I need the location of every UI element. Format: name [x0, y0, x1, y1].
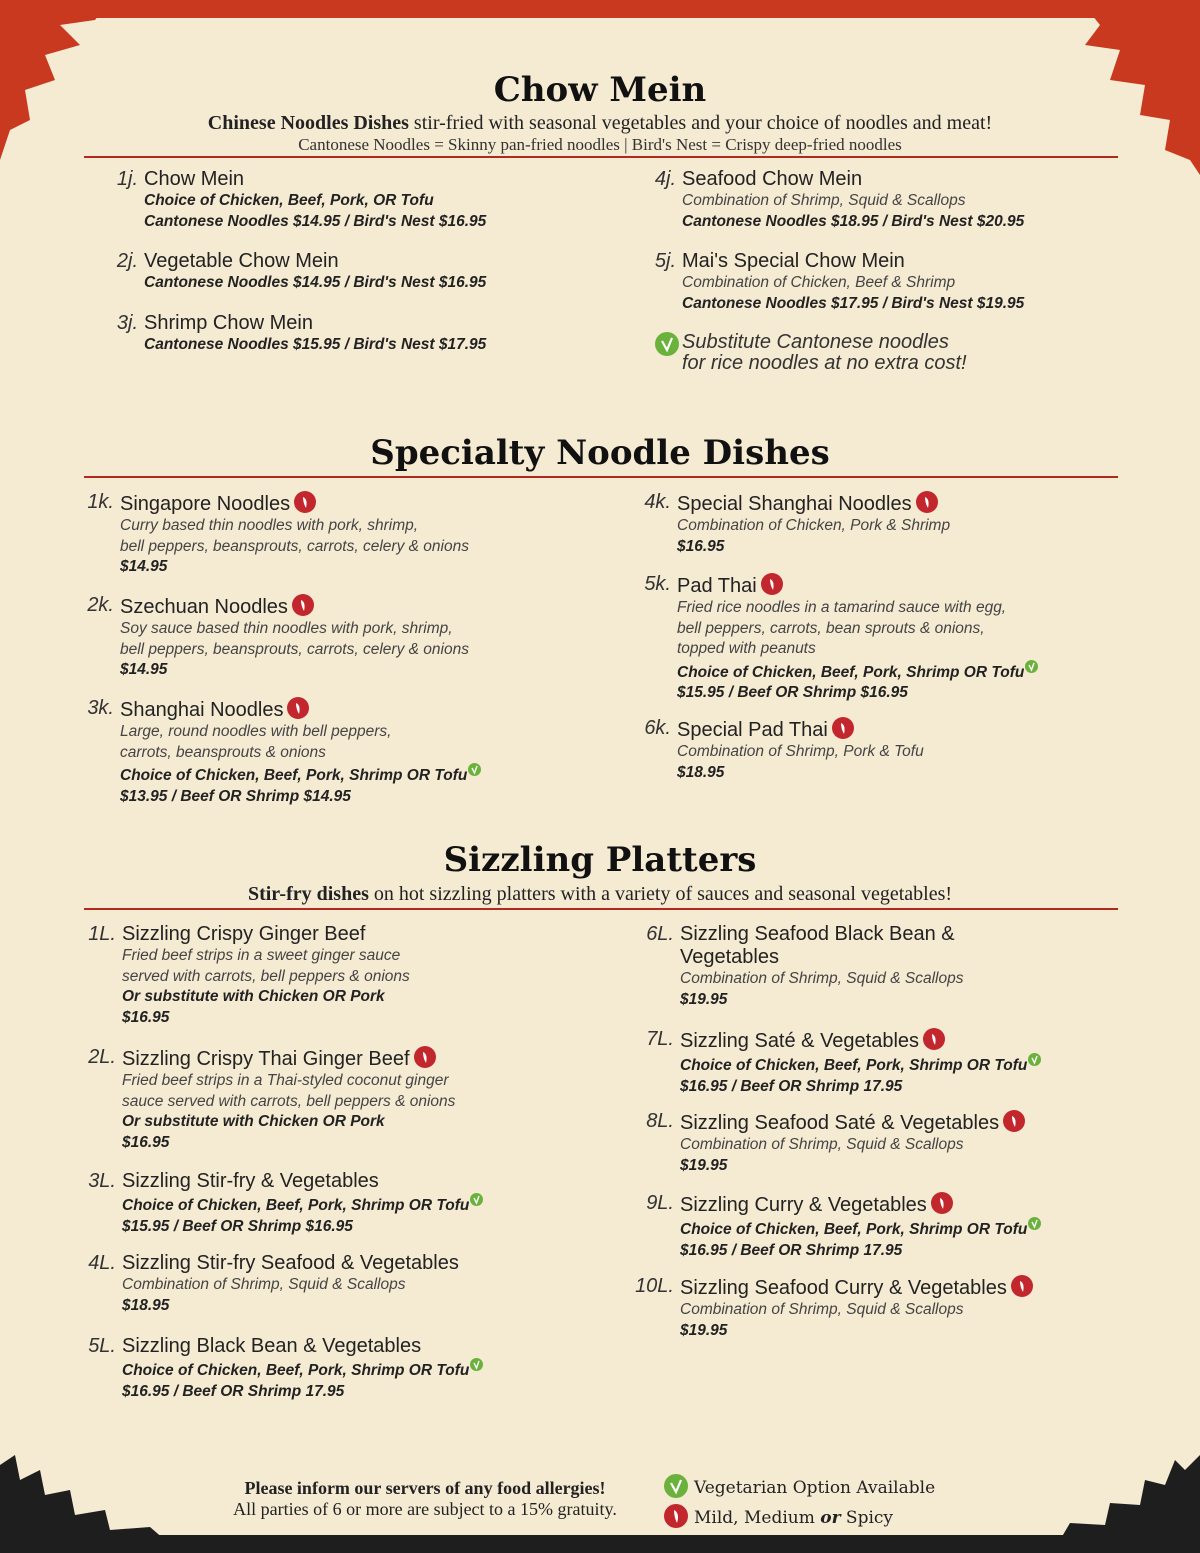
vegetarian-leaf-icon	[655, 332, 679, 356]
allergy-notice: Please inform our servers of any food allergies!	[244, 1478, 606, 1498]
item-price: Cantonese Noodles $18.95 / Bird's Nest $20.95	[682, 212, 1025, 230]
menu-item	[88, 1252, 459, 1316]
item-desc: Combination of Shrimp, Squid & Scallops	[680, 970, 964, 987]
item-price: $13.95 / Beef OR Shrimp $14.95	[120, 787, 351, 805]
item-price: Cantonese Noodles $17.95 / Bird's Nest $19.95	[682, 294, 1025, 312]
item-name: Sizzling Seafood Saté & Vegetables	[680, 1112, 1000, 1134]
item-name: Sizzling Crispy Ginger Beef	[122, 923, 366, 945]
menu-item	[635, 1275, 1033, 1341]
menu-item	[88, 1170, 483, 1237]
item-desc: bell peppers, beansprouts, carrots, celery & onions	[120, 537, 469, 555]
item-name: Shrimp Chow Mein	[144, 312, 313, 334]
menu-item	[644, 717, 924, 783]
item-desc: Large, round noodles with bell peppers,	[120, 723, 392, 740]
divider	[84, 908, 1118, 910]
legend-spice	[664, 1504, 893, 1528]
chili-icon	[916, 491, 938, 513]
vegetarian-leaf-icon	[470, 1193, 483, 1206]
menu-item	[646, 1028, 1041, 1097]
item-price: $19.95	[680, 1156, 728, 1174]
item-number: 5k.	[644, 573, 671, 595]
item-name: Shanghai Noodles	[120, 699, 284, 721]
item-number: 9L.	[646, 1192, 674, 1214]
item-name: Singapore Noodles	[120, 493, 291, 515]
chili-icon	[292, 594, 314, 616]
chili-icon	[414, 1046, 436, 1068]
chili-icon	[832, 717, 854, 739]
item-price: $18.95	[677, 763, 725, 781]
sizzling-subtitle-rest: on hot sizzling platters with a variety of sauces and seasonal vegetables!	[368, 883, 953, 905]
item-name: Sizzling Stir-fry & Vegetables	[122, 1170, 379, 1192]
item-number: 5j.	[654, 250, 676, 272]
menu-item	[654, 168, 1025, 232]
item-number: 5L.	[88, 1335, 116, 1357]
legend-spice-or: or	[820, 1508, 841, 1528]
item-desc: Combination of Shrimp, Squid & Scallops	[682, 192, 966, 209]
item-number: 1k.	[87, 491, 114, 513]
leaves-bottom-left-icon	[0, 1455, 200, 1553]
menu-item	[644, 491, 951, 557]
chili-icon	[923, 1028, 945, 1050]
menu-item	[87, 491, 469, 578]
item-desc: Combination of Shrimp, Pork & Tofu	[677, 743, 924, 760]
item-price: $19.95	[680, 990, 728, 1008]
chili-icon	[1003, 1110, 1025, 1132]
item-desc: Curry based thin noodles with pork, shrimp,	[120, 517, 419, 534]
item-desc: Fried beef strips in a sweet ginger sauce	[122, 947, 401, 964]
item-desc: topped with peanuts	[677, 640, 816, 657]
item-name: Vegetable Chow Mein	[144, 250, 339, 272]
substitute-line: Substitute Cantonese noodles	[682, 331, 949, 353]
menu-item	[116, 168, 487, 232]
item-price: $14.95	[120, 558, 168, 575]
item-desc: carrots, beansprouts & onions	[120, 743, 326, 761]
item-number: 4k.	[644, 491, 671, 513]
item-number: 3k.	[87, 697, 114, 719]
item-desc: Combination of Shrimp, Squid & Scallops	[680, 1301, 964, 1318]
chili-icon	[287, 697, 309, 719]
item-number: 2j.	[116, 250, 138, 272]
divider	[84, 156, 1118, 158]
item-number: 7L.	[646, 1028, 674, 1050]
legend-spice-label: Mild, Medium	[694, 1508, 821, 1528]
menu-item	[646, 1192, 1041, 1261]
chili-icon	[931, 1192, 953, 1214]
vegetarian-leaf-icon	[1028, 1217, 1041, 1230]
item-name: Special Pad Thai	[677, 719, 828, 741]
item-number: 1L.	[88, 923, 116, 945]
item-name: Chow Mein	[144, 168, 245, 190]
item-desc: Combination of Chicken, Beef & Shrimp	[682, 274, 956, 291]
item-number: 1j.	[116, 168, 138, 190]
chowmein-subtitle-bold: Chinese Noodles Dishes	[207, 112, 409, 134]
item-price: $15.95 / Beef OR Shrimp $16.95	[677, 684, 908, 701]
item-price: $16.95	[677, 537, 725, 555]
item-price: $16.95	[122, 1133, 170, 1151]
item-price: $16.95 / Beef OR Shrimp 17.95	[680, 1077, 903, 1095]
sizzling-subtitle	[0, 883, 1200, 906]
substitute-note	[682, 332, 967, 374]
item-number: 2k.	[87, 594, 114, 616]
menu-item	[644, 573, 1038, 704]
legend-vegetarian-label: Vegetarian Option Available	[694, 1478, 936, 1498]
menu-item	[654, 250, 1025, 314]
top-border	[0, 0, 1200, 18]
menu-item	[88, 923, 410, 1028]
item-number: 6L.	[646, 923, 674, 945]
legend-vegetarian	[664, 1474, 935, 1498]
item-choice: Or substitute with Chicken OR Pork	[122, 988, 385, 1005]
vegetarian-leaf-icon	[470, 1358, 483, 1371]
item-desc: bell peppers, carrots, bean sprouts & onions,	[677, 619, 985, 637]
vegetarian-leaf-icon	[1025, 660, 1038, 673]
item-price: $18.95	[122, 1296, 170, 1314]
substitute-line: for rice noodles at no extra cost!	[682, 352, 967, 374]
item-price: Cantonese Noodles $14.95 / Bird's Nest $16.95	[144, 274, 487, 291]
item-choice: Choice of Chicken, Beef, Pork, Shrimp OR Tofu	[120, 767, 468, 784]
item-desc: Combination of Shrimp, Squid & Scallops	[122, 1276, 406, 1293]
item-choice: Or substitute with Chicken OR Pork	[122, 1113, 385, 1130]
item-name: Mai's Special Chow Mein	[682, 250, 905, 272]
item-name: Seafood Chow Mein	[682, 168, 863, 190]
chowmein-subtitle	[0, 112, 1200, 135]
sizzling-title: Sizzling Platters	[443, 840, 757, 880]
item-name: Sizzling Seafood Black Bean &	[680, 923, 955, 945]
item-price: $15.95 / Beef OR Shrimp $16.95	[122, 1217, 353, 1235]
item-desc: sauce served with carrots, bell peppers & onions	[122, 1092, 456, 1110]
item-desc: Choice of Chicken, Beef, Pork, OR Tofu	[144, 192, 434, 209]
item-name: Sizzling Saté & Vegetables	[680, 1030, 920, 1052]
item-number: 8L.	[646, 1110, 674, 1132]
menu-item	[646, 923, 964, 1010]
chowmein-title: Chow Mein	[493, 70, 707, 110]
chili-icon	[294, 491, 316, 513]
item-number: 6k.	[644, 717, 671, 739]
item-number: 10L.	[635, 1275, 674, 1297]
menu-item	[87, 697, 481, 807]
legend-spice-label-end: Spicy	[840, 1508, 894, 1528]
vegetarian-leaf-icon	[468, 763, 481, 776]
item-desc: Soy sauce based thin noodles with pork, shrimp,	[120, 620, 453, 637]
divider	[84, 476, 1118, 478]
item-price: $19.95	[680, 1321, 728, 1339]
item-desc: Fried beef strips in a Thai-styled coconut ginger	[122, 1072, 449, 1089]
item-desc: Combination of Shrimp, Squid & Scallops	[680, 1136, 964, 1153]
item-name: Sizzling Crispy Thai Ginger Beef	[122, 1048, 410, 1070]
item-name: Vegetables	[680, 946, 779, 968]
chili-icon	[761, 573, 783, 595]
item-name: Sizzling Stir-fry Seafood & Vegetables	[122, 1252, 459, 1274]
item-desc: Fried rice noodles in a tamarind sauce with egg,	[677, 599, 1007, 616]
menu-item	[88, 1046, 456, 1153]
menu-item	[87, 594, 469, 681]
menu-item	[116, 250, 487, 294]
item-number: 4L.	[88, 1252, 116, 1274]
item-desc: Combination of Chicken, Pork & Shrimp	[677, 517, 951, 534]
chowmein-subtitle-rest: stir-fried with seasonal vegetables and your choice of noodles and meat!	[408, 112, 993, 134]
chili-icon	[664, 1504, 688, 1528]
item-name: Sizzling Seafood Curry & Vegetables	[680, 1277, 1007, 1299]
item-choice: Choice of Chicken, Beef, Pork, Shrimp OR Tofu	[677, 663, 1025, 681]
menu-item	[88, 1335, 483, 1402]
item-name: Sizzling Black Bean & Vegetables	[122, 1335, 422, 1357]
item-choice: Choice of Chicken, Beef, Pork, Shrimp OR Tofu	[122, 1362, 470, 1379]
item-price: $16.95	[122, 1008, 170, 1026]
item-name: Special Shanghai Noodles	[677, 493, 912, 515]
item-price: $14.95	[120, 661, 168, 678]
leaves-bottom-right-icon	[900, 1455, 1200, 1553]
item-number: 2L.	[88, 1046, 116, 1068]
gratuity-notice: All parties of 6 or more are subject to a 15% gratuity.	[233, 1499, 617, 1519]
menu-item	[116, 312, 487, 356]
item-price: $16.95 / Beef OR Shrimp 17.95	[680, 1241, 903, 1259]
vegetarian-leaf-icon	[664, 1474, 688, 1498]
item-choice: Choice of Chicken, Beef, Pork, Shrimp OR Tofu	[680, 1221, 1028, 1238]
item-name: Pad Thai	[677, 575, 757, 597]
item-number: 4j.	[654, 168, 676, 190]
chowmein-note: Cantonese Noodles = Skinny pan-fried noodles | Bird's Nest = Crispy deep-fried noodles	[298, 135, 902, 154]
item-number: 3L.	[88, 1170, 116, 1192]
item-choice: Choice of Chicken, Beef, Pork, Shrimp OR Tofu	[122, 1197, 470, 1214]
item-choice: Choice of Chicken, Beef, Pork, Shrimp OR Tofu	[680, 1057, 1028, 1074]
sizzling-subtitle-bold: Stir-fry dishes	[247, 883, 369, 905]
item-price: $16.95 / Beef OR Shrimp 17.95	[122, 1382, 345, 1400]
item-desc: served with carrots, bell peppers & onions	[122, 967, 410, 985]
vegetarian-leaf-icon	[1028, 1053, 1041, 1066]
item-number: 3j.	[116, 312, 138, 334]
item-name: Szechuan Noodles	[120, 596, 288, 618]
item-desc: bell peppers, beansprouts, carrots, celery & onions	[120, 640, 469, 658]
item-price: Cantonese Noodles $14.95 / Bird's Nest $16.95	[144, 212, 487, 230]
footer-notice	[180, 1478, 670, 1520]
item-price: Cantonese Noodles $15.95 / Bird's Nest $17.95	[144, 336, 487, 353]
item-name: Sizzling Curry & Vegetables	[680, 1194, 927, 1216]
menu-item	[646, 1110, 1025, 1176]
specialty-title: Specialty Noodle Dishes	[370, 433, 830, 473]
chili-icon	[1011, 1275, 1033, 1297]
